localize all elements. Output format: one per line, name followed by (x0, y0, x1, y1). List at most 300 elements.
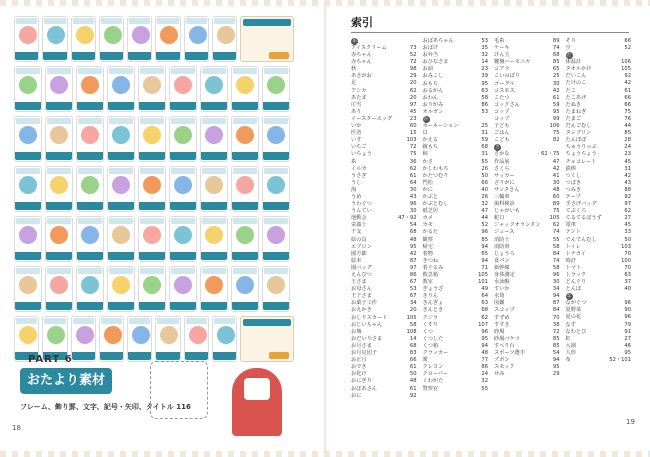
index-page: 63 (481, 300, 488, 307)
index-term: コップ (494, 116, 510, 123)
index-term: つばき (565, 179, 582, 186)
index-entry (423, 265, 489, 272)
index-page: 68 (481, 144, 488, 151)
index-entry (351, 329, 417, 336)
index-page: 36 (409, 158, 417, 165)
index-page: 65 (481, 250, 488, 257)
illustration-thumbnail (231, 66, 259, 112)
index-entry (494, 180, 560, 187)
illustration-thumbnail (231, 116, 259, 162)
index-entry (494, 137, 560, 144)
index-term: おわん (422, 94, 439, 101)
index-entry (423, 159, 489, 166)
index-term: 足 (351, 80, 357, 87)
index-entry (494, 194, 560, 201)
index-page: 32 (481, 52, 488, 59)
index-entry (494, 166, 560, 173)
index-page: 71 (481, 264, 488, 271)
index-term: おもち (422, 80, 439, 87)
index-term: うんてい (351, 208, 372, 215)
illustration-thumbnail (138, 66, 166, 112)
illustration-thumbnail (45, 266, 73, 312)
index-page: 34 (552, 286, 560, 293)
index-term: 秋 (351, 66, 357, 73)
index-term: お化け (351, 371, 367, 378)
index-term: お菓子工作 (351, 300, 377, 307)
index-page: 87 (552, 300, 560, 307)
illustration-thumbnail (262, 266, 290, 312)
index-term: 運動会 (351, 215, 367, 222)
left-page-number: 18 (12, 424, 21, 432)
index-term: スポーツ選手 (494, 350, 525, 357)
index-page: 42 (552, 87, 560, 94)
index-term: 人形 (565, 349, 576, 356)
index-page: 53 (481, 38, 488, 44)
index-entry (423, 315, 489, 322)
index-term: ズボン (494, 357, 510, 364)
index-page: 97 (624, 201, 631, 208)
index-entry (423, 102, 489, 109)
index-page: 85 (552, 342, 560, 349)
index-page: 58 (552, 264, 560, 271)
grid-row (14, 66, 294, 112)
index-page: 61・75 (541, 151, 560, 158)
index-page: 25 (552, 73, 560, 80)
illustration-thumbnail (200, 216, 228, 262)
index-page: 31 (624, 165, 631, 172)
index-page: 39 (481, 73, 488, 80)
index-term: お月さま (351, 342, 372, 349)
index-entry (494, 315, 560, 322)
index-term: 夏の花 (565, 314, 582, 321)
index-entry (423, 95, 489, 102)
index-entry (423, 187, 489, 194)
index-entry (566, 343, 632, 350)
index-entry (494, 187, 560, 194)
illustration-thumbnail (107, 266, 135, 312)
index-page: 105 (549, 215, 560, 222)
illustration-thumbnail (262, 116, 290, 162)
index-page: 53 (409, 286, 417, 293)
index-page: 70 (624, 264, 631, 271)
index-page: 47・92 (398, 215, 417, 222)
index-term: かるた (422, 229, 439, 236)
index-page: 43 (624, 179, 631, 186)
index-page: 31 (481, 151, 488, 158)
index-page: 94 (552, 293, 560, 300)
mailbox-illustration (232, 368, 282, 436)
index-page: 99 (552, 116, 560, 123)
index-term: 海 (351, 186, 357, 193)
index-term: かしわもち (422, 165, 449, 172)
index-page: 26 (481, 165, 488, 172)
index-page: 75 (624, 108, 631, 115)
grid-row (14, 166, 294, 212)
index-page: 46 (624, 342, 631, 349)
index-term: えんぴつ (351, 272, 372, 278)
index-term: トマト (565, 264, 582, 271)
index-page: 74 (552, 229, 560, 236)
illustration-thumbnail (200, 116, 228, 162)
index-term: トイレ (565, 243, 581, 250)
index-term: 作品展 (494, 158, 510, 165)
index-entry (351, 151, 417, 158)
index-term: だいこん (565, 73, 587, 80)
index-entry (566, 38, 632, 45)
index-term: お月見団子 (351, 350, 377, 357)
index-term: たけのこ (565, 80, 587, 87)
index-page: 42 (624, 172, 631, 179)
index-term: 蛇口 (494, 215, 505, 222)
index-page: 106 (621, 59, 631, 66)
index-page: 66 (481, 179, 488, 186)
index-entry (423, 329, 489, 336)
index-term: あさがお (351, 73, 372, 80)
index-term: ごはん (494, 130, 510, 137)
index-term: 圧雪 (351, 101, 362, 108)
illustration-thumbnail (138, 166, 166, 212)
index-entry (423, 258, 489, 265)
index-entry (423, 81, 489, 88)
illustration-thumbnail (14, 16, 39, 62)
index-page: 66 (624, 101, 631, 108)
index-term: つくし (565, 172, 582, 179)
illustration-thumbnail (169, 166, 197, 212)
index-entry (423, 244, 489, 251)
index-page: 48 (409, 378, 417, 385)
index-page: 61 (624, 87, 631, 94)
index-page: 55 (481, 158, 488, 165)
index-term: すずめ (494, 314, 510, 321)
index-term: ちょうちょう (565, 151, 597, 158)
illustration-thumbnail (14, 116, 42, 162)
index-term: ケーキ (494, 45, 510, 52)
index-page: 70 (552, 314, 560, 321)
index-term: きりん (422, 293, 439, 300)
index-page: 43 (409, 193, 417, 200)
index-term: アシカ (351, 87, 367, 94)
index-page: 85 (552, 59, 560, 66)
index-page: 74 (552, 45, 560, 52)
index-page: 47 (552, 158, 560, 165)
index-entry (494, 265, 560, 272)
index-page: 42 (409, 250, 417, 257)
index-title: 索引 (351, 16, 373, 29)
index-term: 砂場 (494, 328, 505, 335)
index-term: 王子さま (351, 293, 372, 300)
index-term: かえる (422, 137, 439, 144)
index-page: 20 (409, 94, 417, 101)
index-term: ぎょうざ (422, 286, 444, 293)
index-entry (351, 378, 417, 385)
index-entry (423, 343, 489, 350)
index-page: 61 (409, 364, 417, 371)
illustration-thumbnail (138, 216, 166, 262)
index-page: 54 (409, 222, 417, 229)
index-term: 赤ちゃん (351, 59, 372, 66)
index-page: 60 (552, 193, 560, 200)
index-entry (566, 286, 632, 293)
illustration-thumbnail (76, 216, 104, 262)
index-page: 86 (481, 364, 488, 371)
index-term: 布 (565, 357, 571, 364)
index-page: 67 (409, 279, 417, 286)
illustration-thumbnail (127, 316, 152, 362)
index-entry (351, 59, 417, 66)
index-term: サッカー (494, 172, 515, 179)
illustration-thumbnail (42, 16, 67, 62)
index-term: さくら (494, 165, 510, 172)
index-entry (494, 229, 560, 236)
index-term: 紙芝居 (422, 208, 439, 215)
index-term: くすり (422, 321, 439, 328)
index-page: 106 (549, 123, 560, 130)
index-page: 101 (478, 279, 488, 286)
index-term: スモック (494, 364, 515, 371)
index-term: 手さげバッグ (565, 201, 597, 208)
index-term: おじいちゃん (351, 321, 383, 328)
index-page: 85 (481, 236, 488, 243)
index-entry (351, 166, 417, 173)
index-term: なわとび (565, 328, 587, 335)
illustration-thumbnail (76, 66, 104, 112)
index-term: そり (565, 38, 576, 44)
part-6-section (20, 354, 191, 411)
index-term: クラッカー (422, 350, 449, 357)
index-page: 94 (481, 243, 488, 250)
illustration-thumbnail (138, 266, 166, 312)
index-page: 14 (409, 335, 417, 342)
index-entry (494, 244, 560, 251)
index-entry (494, 95, 560, 102)
index-page: 62 (409, 165, 417, 172)
index-entry (351, 251, 417, 258)
index-page: 40 (481, 186, 488, 193)
index-term: かさ (422, 158, 433, 165)
index-page: 77 (481, 357, 488, 364)
index-term: たんぽぽ (565, 137, 587, 144)
index-term: クローバー (422, 371, 449, 378)
index-entry (566, 237, 632, 244)
index-page: 96 (624, 300, 631, 307)
index-term: かに (422, 186, 433, 193)
index-term: クジラ (422, 314, 439, 321)
index-entry (423, 144, 489, 151)
index-term: エプロン (351, 243, 372, 250)
illustration-catalog-grid (14, 16, 294, 366)
index-term: こたつ (494, 94, 510, 101)
illustration-thumbnail (231, 266, 259, 312)
index-page: 24 (624, 144, 631, 151)
index-page: 105 (478, 272, 488, 278)
index-page: 38 (552, 321, 560, 328)
index-term: くつ (422, 328, 433, 335)
index-term: ちゅうりっぷ (565, 144, 597, 151)
index-term: 帰宅 (422, 243, 433, 250)
index-term: カモ (422, 222, 433, 229)
index-page: 61 (552, 94, 560, 101)
part-description: フレーム、飾り罫、文字、記号・矢印、タイトル 116 (20, 403, 191, 411)
index-page: 32 (481, 378, 488, 385)
index-page: 96 (481, 229, 488, 236)
index-page: 26 (481, 193, 488, 200)
index-page: 89 (552, 38, 560, 44)
index-entry (494, 329, 560, 336)
index-term: 園方都 (351, 250, 367, 257)
index-term: 鏡もち (422, 144, 439, 151)
index-entry (566, 265, 632, 272)
index-entry (351, 315, 417, 322)
index-term: 赤ちゃん (351, 52, 372, 59)
index-page: 23 (624, 151, 631, 158)
index-page: 89 (552, 201, 560, 208)
index-term: イースターエッグ (351, 115, 393, 122)
index-term: いちょう (351, 151, 372, 158)
index-page: 44 (624, 123, 631, 130)
index-entry (351, 88, 417, 95)
illustration-thumbnail (169, 66, 197, 112)
illustration-thumbnail (76, 116, 104, 162)
index-page: 23 (481, 66, 488, 73)
index-term: テント (565, 229, 581, 236)
index-entry (423, 151, 489, 158)
index-entry (423, 378, 489, 385)
index-entry (351, 265, 417, 272)
index-term: 鉄棒 (565, 165, 576, 172)
index-page: 60 (409, 123, 417, 130)
index-term: たこ (565, 87, 576, 94)
index-page: 14 (481, 59, 488, 66)
index-entry (351, 173, 417, 180)
illustration-thumbnail (107, 216, 135, 262)
index-term: トナカイ (565, 250, 586, 257)
index-entry (423, 180, 489, 187)
index-term: たぬき (565, 101, 582, 108)
index-entry (423, 166, 489, 173)
index-entry (566, 258, 632, 265)
index-page: 92 (409, 392, 417, 399)
index-entry (423, 123, 489, 130)
index-term: 観察 (422, 236, 433, 243)
index-entry (351, 116, 417, 123)
index-entry (351, 343, 417, 350)
index-page: 24 (481, 371, 488, 378)
index-term: きんぎょ (422, 300, 444, 307)
right-page-number: 19 (626, 418, 635, 426)
index-page: 62 (409, 87, 417, 94)
index-entry (566, 45, 632, 52)
illustration-thumbnail (71, 316, 96, 362)
illustration-thumbnail (200, 266, 228, 312)
index-term: 着物 (422, 250, 433, 257)
illustration-thumbnail (169, 116, 197, 162)
index-page: 74 (552, 257, 560, 264)
index-entry (566, 322, 632, 329)
index-page: 15 (409, 130, 417, 137)
index-heading-marker: か (423, 117, 429, 123)
index-entry (351, 159, 417, 166)
index-page: 61 (409, 385, 417, 392)
index-term: いか (351, 123, 362, 130)
index-term: すべり台 (494, 342, 515, 349)
index-page: 25 (481, 123, 488, 130)
illustration-thumbnail (45, 66, 73, 112)
grid-row (14, 16, 294, 62)
index-page: 52 (624, 45, 631, 52)
index-entry (494, 159, 560, 166)
index-page: 29 (409, 73, 417, 80)
index-term: こども (494, 137, 510, 144)
illustration-thumbnail (138, 116, 166, 162)
index-column (494, 38, 560, 400)
index-term: くつ箱 (422, 342, 439, 349)
index-term: コップ (494, 108, 510, 115)
index-term: 医者 (351, 130, 362, 137)
index-entry (566, 350, 632, 357)
index-heading (351, 38, 417, 45)
index-term: お城 (351, 328, 362, 335)
index-term: 夏野菜 (565, 307, 582, 314)
index-term: 王さま (351, 279, 367, 286)
index-entry (351, 229, 417, 236)
index-page: 95 (552, 364, 560, 371)
index-page: 30 (552, 279, 560, 286)
index-entry (566, 187, 632, 194)
illustration-thumbnail (14, 166, 42, 212)
illustration-thumbnail (76, 266, 104, 312)
illustration-thumbnail (155, 316, 180, 362)
frame-illustration (150, 361, 208, 419)
index-term: うめ (351, 193, 362, 200)
index-page: 23 (409, 115, 417, 122)
index-term: ながぐつ (565, 300, 587, 307)
illustration-thumbnail (127, 16, 152, 62)
index-term: 電車 (565, 222, 576, 229)
index-page: 105 (406, 314, 417, 321)
index-term: 教室 (422, 279, 433, 286)
index-entry (494, 237, 560, 244)
illustration-thumbnail (45, 166, 73, 212)
index-entry (566, 173, 632, 180)
index-page: 95 (481, 80, 488, 87)
index-term: おに (351, 392, 362, 399)
index-term: とんぼ (565, 286, 582, 293)
index-entry (566, 166, 632, 173)
index-heading-marker: な (566, 294, 572, 300)
index-term: くつした (422, 335, 444, 342)
index-page: 30 (552, 80, 560, 87)
index-page: 87 (409, 257, 417, 264)
index-entry (351, 237, 417, 244)
index-page: 54 (552, 350, 560, 357)
index-page: 79 (624, 321, 631, 328)
index-page: 58 (409, 321, 417, 328)
index-heading-marker: あ (352, 39, 357, 44)
index-entry (351, 80, 417, 87)
index-page: 72 (409, 59, 417, 66)
index-entry (494, 173, 560, 180)
index-page: 100 (621, 257, 631, 264)
index-term: せみ (494, 371, 505, 378)
index-term: お正月 (351, 357, 367, 364)
index-term: 栄養士 (351, 222, 367, 229)
index-term: 柿 (422, 151, 428, 158)
index-entry (423, 173, 489, 180)
index-page: 94 (552, 357, 560, 364)
index-entry (566, 329, 632, 336)
index-term: ざりがに (494, 179, 515, 186)
index-page: 98 (409, 66, 417, 73)
